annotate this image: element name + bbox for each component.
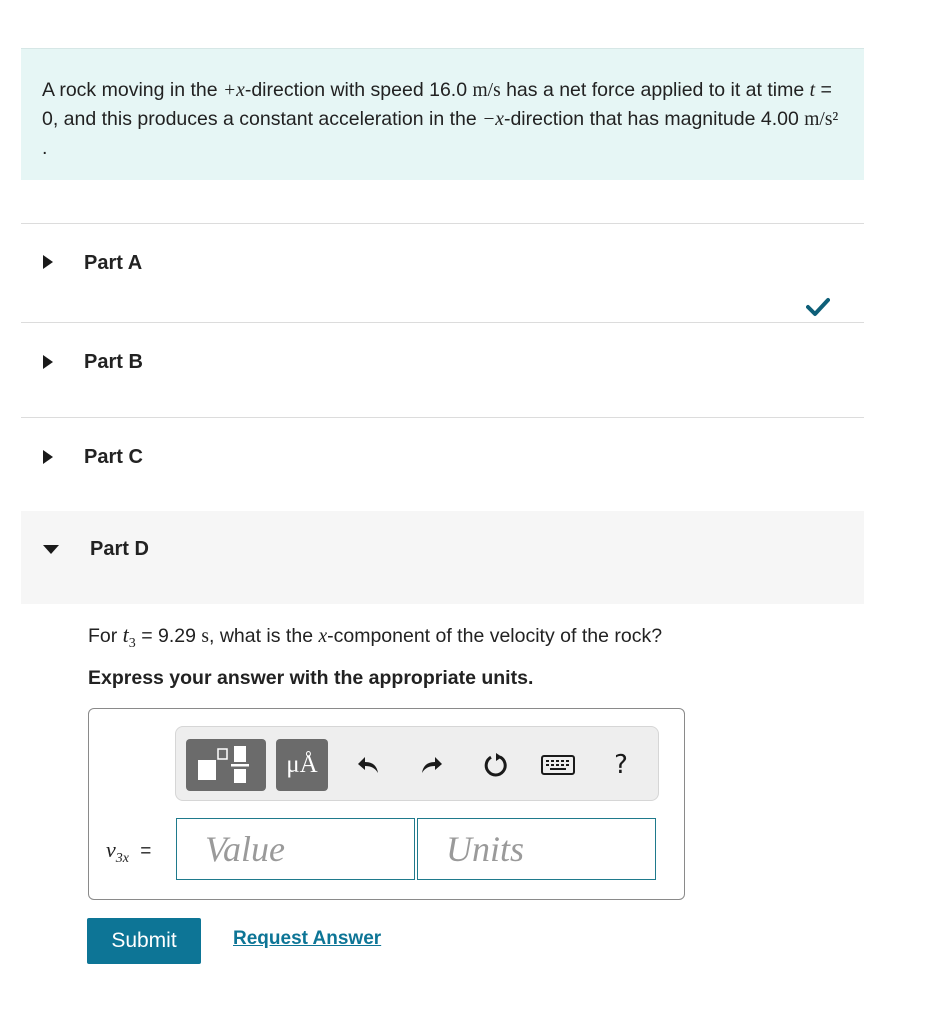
part-b-header[interactable]: [21, 322, 864, 418]
problem-unit-speed: m/s: [472, 80, 501, 101]
part-c-label: Part C: [84, 446, 143, 468]
problem-statement: [21, 48, 864, 180]
units-placeholder: Units: [446, 829, 525, 869]
answer-var-sub: 3x: [115, 850, 129, 866]
problem-text-6: .: [42, 137, 48, 159]
units-icon: μÅ: [286, 751, 318, 778]
question-var-t: t: [122, 622, 129, 647]
reset-button[interactable]: [478, 747, 514, 783]
problem-math-minus-x: −x: [482, 109, 504, 130]
question-unit: s: [201, 626, 209, 647]
question-var-x: x: [318, 626, 328, 647]
redo-button[interactable]: [413, 747, 449, 783]
value-placeholder: Value: [205, 829, 285, 869]
help-icon: ?: [614, 750, 628, 780]
answer-variable-label: [106, 837, 151, 867]
problem-text-2: -direction with speed 16.0: [244, 79, 473, 101]
question-post-2: -component of the velocity of the rock?: [327, 625, 663, 647]
keyboard-button[interactable]: [538, 747, 578, 783]
question-mid: = 9.29: [135, 625, 202, 647]
request-answer-link[interactable]: Request Answer: [233, 928, 382, 949]
templates-icon: [186, 739, 266, 791]
problem-text-1: A rock moving in the: [42, 79, 224, 101]
problem-text-5: -direction that has magnitude 4.00: [503, 108, 805, 130]
problem-text-3: has a net force applied to it at time: [500, 79, 810, 101]
units-button[interactable]: [276, 739, 328, 791]
part-b-label: Part B: [84, 351, 143, 373]
undo-button[interactable]: [351, 747, 387, 783]
templates-button[interactable]: [186, 739, 266, 791]
problem-text-4: = 0, and this produces a constant acceleration in the: [42, 79, 832, 130]
part-d-header[interactable]: [21, 511, 864, 604]
question-post-1: , what is the: [208, 625, 319, 647]
part-a-header[interactable]: [21, 223, 864, 323]
units-input[interactable]: [417, 818, 656, 880]
help-button[interactable]: [603, 747, 639, 783]
problem-math-t: t: [809, 80, 816, 101]
answer-var: v: [106, 837, 116, 862]
undo-icon: [356, 753, 382, 777]
reset-icon: [482, 751, 510, 779]
caret-down-icon: [43, 545, 59, 554]
caret-right-icon: [43, 355, 53, 369]
value-input[interactable]: [176, 818, 415, 880]
keyboard-icon: [541, 754, 575, 776]
redo-icon: [418, 753, 444, 777]
part-a-label: Part A: [84, 252, 143, 274]
answer-instruction: Express your answer with the appropriate units.: [88, 667, 534, 689]
problem-math-plus-x: +x: [223, 80, 245, 101]
checkmark-icon: [806, 297, 830, 317]
problem-unit-acceleration: m/s²: [804, 109, 839, 130]
question-pre: For: [88, 625, 123, 647]
question-text: [88, 622, 662, 652]
caret-right-icon: [43, 255, 53, 269]
part-c-header[interactable]: [21, 417, 864, 511]
answer-equals: =: [140, 841, 152, 862]
math-toolbar: [175, 726, 659, 801]
caret-right-icon: [43, 450, 53, 464]
answer-box: [88, 708, 685, 900]
part-d-label: Part D: [90, 538, 149, 560]
question-var-sub: 3: [128, 635, 136, 651]
submit-button[interactable]: Submit: [87, 918, 201, 964]
